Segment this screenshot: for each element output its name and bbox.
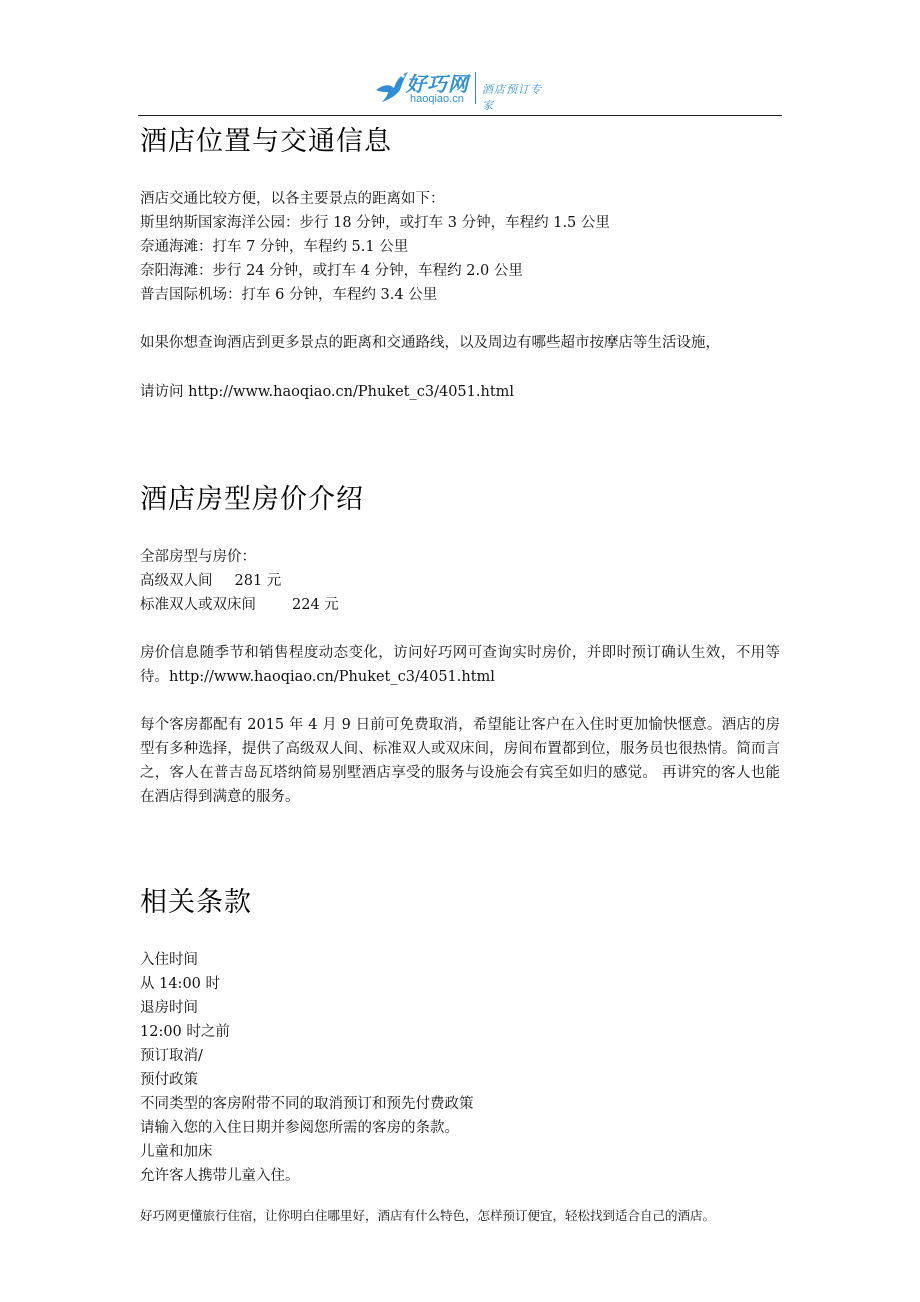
page-footer: 好巧网更懂旅行住宿，让你明白住哪里好，酒店有什么特色，怎样预订便宜，轻松找到适合自己的酒店。 (140, 1208, 716, 1223)
room-row (140, 593, 339, 617)
terms-line: 儿童和加床 (140, 1144, 213, 1160)
terms-line: 预订取消/ (140, 1048, 203, 1064)
terms-line: 退房时间 (140, 1000, 198, 1016)
terms-line: 允许客人携带儿童入住。 (140, 1168, 300, 1184)
query-text: 如果你想查询酒店到更多景点的距离和交通路线，以及周边有哪些超市按摩店等生活设施， (140, 335, 720, 351)
terms-line: 12:00 时之前 (140, 1024, 230, 1040)
terms-line: 从 14:00 时 (140, 976, 221, 992)
section-title-location: 酒店位置与交通信息 (140, 126, 392, 157)
distance-item: 奈通海滩：打车 7 分钟，车程约 5.1 公里 (140, 239, 409, 255)
location-intro: 酒店交通比较方便，以各主要景点的距离如下： (140, 191, 445, 207)
terms-line: 预付政策 (140, 1072, 198, 1088)
section-title-terms: 相关条款 (140, 887, 252, 918)
terms-line: 入住时间 (140, 952, 198, 968)
price-note: 房价信息随季节和销售程度动态变化，访问好巧网可查询实时房价，并即时预订确认生效，不用等待。http://www.haoqiao.cn/Phuket_c3/4051.html (140, 645, 780, 685)
distance-item: 斯里纳斯国家海洋公园：步行 18 分钟，或打车 3 分钟，车程约 1.5 公里 (140, 215, 610, 231)
logo-chinese-text: 好巧网 (406, 72, 469, 96)
terms-line: 不同类型的客房附带不同的取消预订和预先付费政策 (140, 1096, 474, 1112)
logo-divider (475, 72, 476, 104)
logo-slogan: 酒店预订专家 (482, 83, 542, 112)
haoqiao-logo[interactable] (374, 66, 548, 110)
section-title-rooms: 酒店房型房价介绍 (140, 484, 364, 515)
visit-link[interactable]: 请访问 http://www.haoqiao.cn/Phuket_c3/4051.html (140, 384, 515, 400)
room-description: 每个客房都配有 2015 年 4 月 9 日前可免费取消，希望能让客户在入住时更加愉快惬意。酒店的房型有多种选择，提供了高级双人间、标准双人或双床间，房间布置都到位，服务员也很热情。简而言之，客人在普吉岛瓦塔纳简易别墅酒店享受的服务与设施会有宾至如归的感觉。 再讲究的客人也能在酒店得到满意的服务。 (140, 717, 780, 805)
terms-line: 请输入您的入住日期并参阅您所需的客房的条款。 (140, 1120, 459, 1136)
distance-item: 奈阳海滩：步行 24 分钟，或打车 4 分钟，车程约 2.0 公里 (140, 263, 523, 279)
room-row (140, 569, 281, 593)
rooms-heading: 全部房型与房价： (140, 549, 256, 565)
room-price: 224 元 (292, 597, 339, 613)
room-name: 高级双人间 (140, 573, 213, 589)
distance-item: 普吉国际机场：打车 6 分钟，车程约 3.4 公里 (140, 287, 438, 303)
room-name: 标准双人或双床间 (140, 597, 256, 613)
header-divider (138, 115, 782, 116)
bird-logo-icon (374, 70, 410, 104)
page-header (138, 66, 782, 116)
room-price: 281 元 (234, 573, 282, 589)
logo-domain-text: haoqiao.cn (410, 93, 464, 105)
